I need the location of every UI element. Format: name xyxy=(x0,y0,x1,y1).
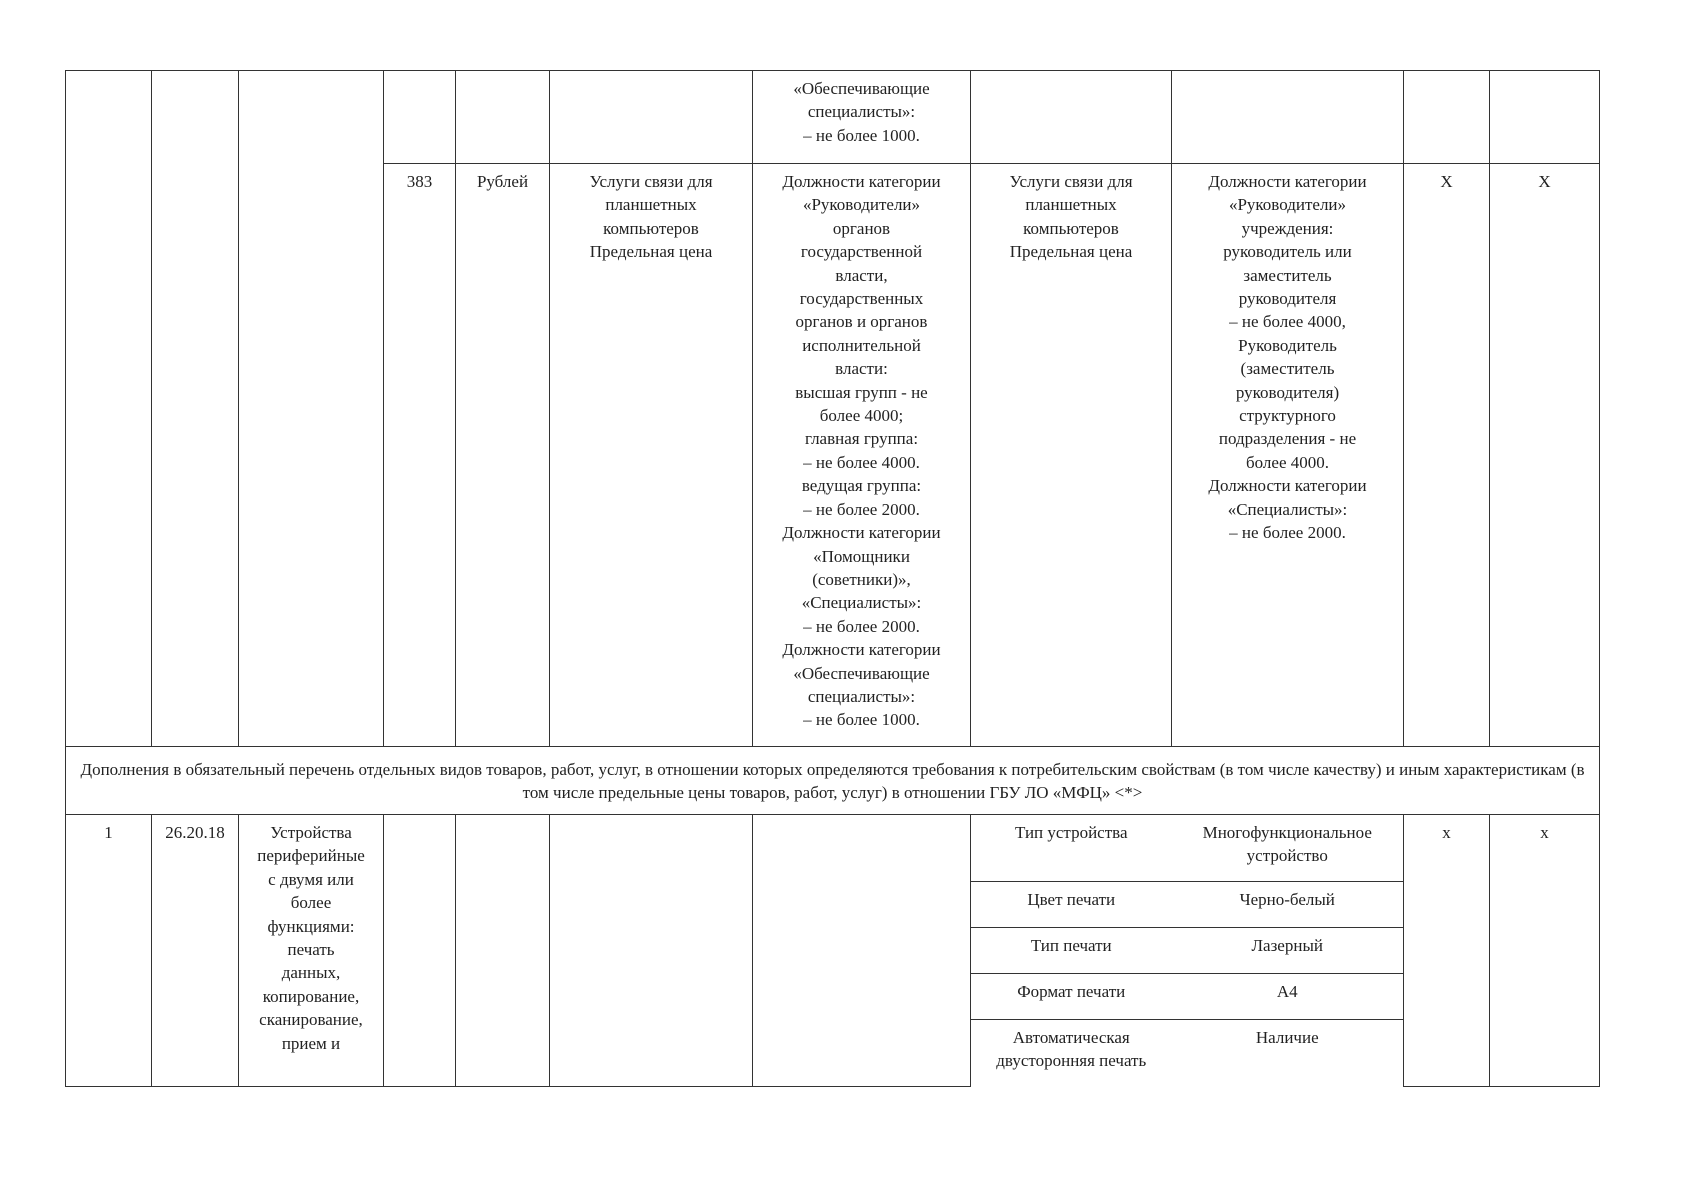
cell-char-value xyxy=(1172,71,1404,164)
section-banner: Дополнения в обязательный перечень отдельных видов товаров, работ, услуг, в отношении которых определяются требования к потребительским свойствам (в том числе качеству) и иным характеристикам (в том числе предельные цены товаров, работ, услуг) в отношении ГБУ ЛО «МФЦ» <*> xyxy=(66,747,1600,815)
property-value: А4 xyxy=(1172,974,1404,1020)
property-name: Тип печати xyxy=(971,928,1172,974)
cell-item-name: Устройства периферийные с двумя или более функциями: печать данных, копирование, сканирование, прием и xyxy=(239,815,384,1087)
property-value: Лазерный xyxy=(1172,928,1404,974)
cell-num: 1 xyxy=(66,815,152,1087)
cell-okpd: 26.20.18 xyxy=(152,815,239,1087)
property-value: Черно-белый xyxy=(1172,882,1404,928)
cell-x2: Х xyxy=(1490,164,1600,747)
cell-x2: х xyxy=(1490,815,1600,1087)
cell-values: «Обеспечивающие специалисты»: – не более 1000. xyxy=(753,71,971,164)
cell-values: Должности категории «Руководители» органов государственной власти, государственных органов и органов исполнительной власти: высшая групп - не более 4000; главная группа: – не более 4000. ведущая группа: – не более 2000. Должности категории «Помощники (советники)», «Специалисты»: – не более 2000. Должности категории «Обеспечивающие специалисты»: – не более 1000. xyxy=(753,164,971,747)
property-name: Автоматическая двусторонняя печать xyxy=(971,1020,1172,1087)
cell-unit xyxy=(456,71,550,164)
cell-char-name xyxy=(550,815,753,1087)
cell-char-name-2 xyxy=(971,71,1172,164)
table-row-previous xyxy=(66,71,1600,164)
cell-x1: х xyxy=(1404,815,1490,1087)
cell-char-value: Должности категории «Руководители» учреждения: руководитель или заместитель руководителя – не более 4000, Руководитель (заместитель руководителя) структурного подразделения - не более 4000. Должности категории «Специалисты»: – не более 2000. xyxy=(1172,164,1404,747)
cell-code: 383 xyxy=(384,164,456,747)
property-name: Тип устройства xyxy=(971,815,1172,882)
property-name: Цвет печати xyxy=(971,882,1172,928)
cell-unit: Рублей xyxy=(456,164,550,747)
cell-x1 xyxy=(1404,71,1490,164)
table-row-item-1 xyxy=(66,815,1600,882)
cell-char-name-2: Услуги связи для планшетных компьютеров Предельная цена xyxy=(971,164,1172,747)
cell-char-name xyxy=(550,71,753,164)
cell-x1: Х xyxy=(1404,164,1490,747)
cell-values xyxy=(753,815,971,1087)
cell-item-name xyxy=(239,71,384,747)
property-value: Наличие xyxy=(1172,1020,1404,1087)
cell-x2 xyxy=(1490,71,1600,164)
table-row-banner xyxy=(66,747,1600,815)
cell-code xyxy=(384,71,456,164)
requirements-table xyxy=(65,70,1600,1087)
property-value: Многофункциональное устройство xyxy=(1172,815,1404,882)
property-name: Формат печати xyxy=(971,974,1172,1020)
cell-unit xyxy=(456,815,550,1087)
cell-okpd xyxy=(152,71,239,747)
cell-char-name: Услуги связи для планшетных компьютеров Предельная цена xyxy=(550,164,753,747)
cell-code xyxy=(384,815,456,1087)
cell-num xyxy=(66,71,152,747)
